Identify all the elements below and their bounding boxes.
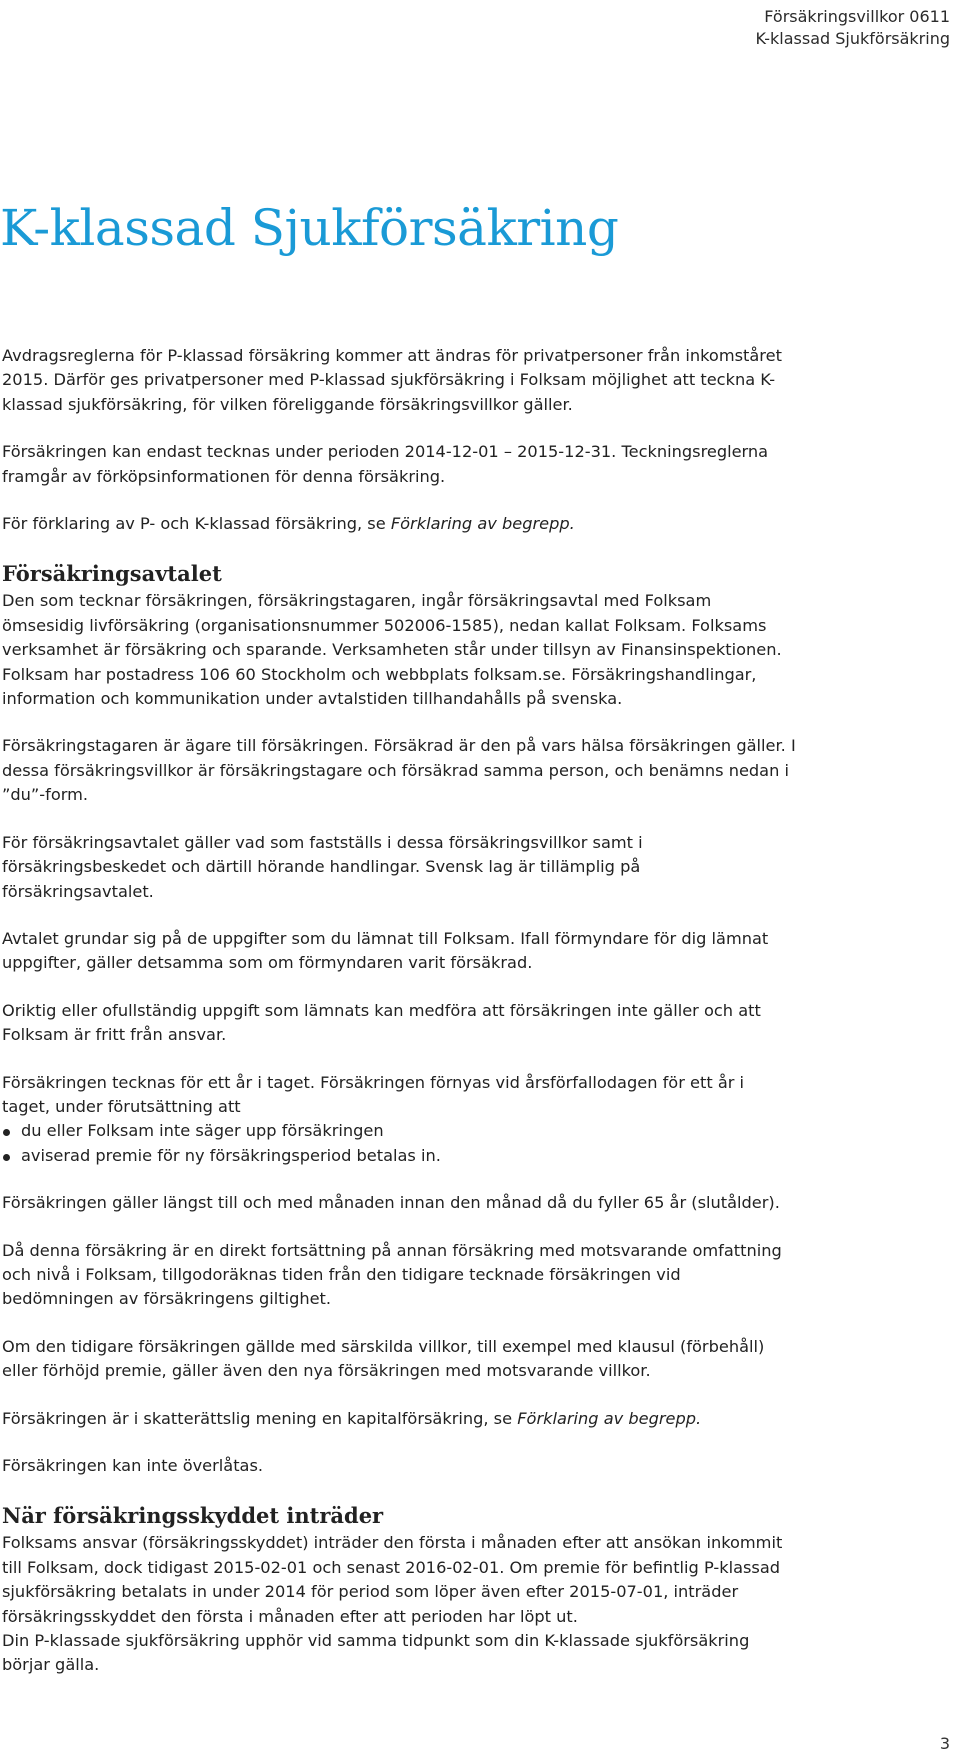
section-paragraph: Försäkringen gäller längst till och med månaden innan den månad då du fyller 65 år (slutålder). xyxy=(2,1193,780,1213)
page-number: 3 xyxy=(939,1734,950,1753)
list-item-text: du eller Folksam inte säger upp försäkringen xyxy=(21,1121,384,1141)
section-paragraph: Din P-klassade sjukförsäkring upphör vid samma tidpunkt som din K-klassade sjukförsäkring börjar gälla. xyxy=(2,1631,750,1675)
document-body xyxy=(2,344,797,1701)
section-paragraph: Folksams ansvar (försäkringsskyddet) inträder den första i månaden efter att ansökan inkommit till Folksam, dock tidigast 2015-02-01 och senast 2016-02-01. Om premie för befintlig P-klassad sjukförsäkring betalats in under 2014 för period som löper även efter 2015-07-01, inträder försäkringsskyddet den första i månaden efter att perioden har löpt ut. xyxy=(2,1533,783,1626)
section-paragraph: Oriktig eller ofullständig uppgift som lämnats kan medföra att försäkringen inte gäller och att Folksam är fritt från ansvar. xyxy=(2,1000,761,1045)
document-name: K-klassad Sjukförsäkring xyxy=(755,29,950,48)
bullet-icon xyxy=(3,1129,10,1136)
intro-paragraph xyxy=(2,512,797,536)
renewal-conditions-list xyxy=(2,1119,797,1168)
section-paragraph: Om den tidigare försäkringen gällde med särskilda villkor, till exempel med klausul (förbehåll) eller förhöjd premie, gäller även den nya försäkringen med motsvarande villkor. xyxy=(2,1336,765,1381)
section-paragraph: Den som tecknar försäkringen, försäkringstagaren, ingår försäkringsavtal med Folksam ömsesidig livförsäkring (organisationsnummer 502006-1585), nedan kallat Folksam. Folksams verksamhet är försäkring och sparande. Verksamheten står under tillsyn av Finansinspektionen. Folksam har postadress 106 60 Stockholm och webbplats folksam.se. Försäkringshandlingar, information och kommunikation under avtalstiden tillhandahålls på svenska. xyxy=(2,591,782,709)
intro-paragraph: Avdragsreglerna för P-klassad försäkring kommer att ändras för privatpersoner från inkomståret 2015. Därför ges privatpersoner med P-klassad sjukförsäkring i Folksam möjlighet att teckna K-klassad sjukförsäkring, för vilken föreliggande försäkringsvillkor gäller. xyxy=(2,346,782,414)
section-text: Försäkringen är i skatterättslig mening en kapitalförsäkring, se xyxy=(2,1408,518,1428)
section-paragraph: För försäkringsavtalet gäller vad som fastställs i dessa försäkringsvillkor samt i försäkringsbeskedet och därtill hörande handlingar. Svensk lag är tillämplig på försäkringsavtalet. xyxy=(2,832,643,901)
intro-paragraph: Försäkringen kan endast tecknas under perioden 2014-12-01 – 2015-12-31. Teckningsreglerna framgår av förköpsinformationen för denna försäkring. xyxy=(2,442,769,486)
definitions-reference: Förklaring av begrepp. xyxy=(390,514,575,534)
section-paragraph: Försäkringstagaren är ägare till försäkringen. Försäkrad är den på vars hälsa försäkringen gäller. I dessa försäkringsvillkor är försäkringstagare och försäkrad samma person, och benämns nedan i ”du”-form. xyxy=(2,736,796,805)
definitions-reference: Förklaring av begrepp. xyxy=(517,1408,702,1428)
section-paragraph: Då denna försäkring är en direkt fortsättning på annan försäkring med motsvarande omfattning och nivå i Folksam, tillgodoräknas tiden från den tidigare tecknade försäkringen vid bedömningen av försäkringens giltighet. xyxy=(2,1240,782,1309)
page-title: K-klassad Sjukförsäkring xyxy=(0,199,619,257)
section-paragraph: Försäkringen kan inte överlåtas. xyxy=(2,1456,264,1475)
bullet-icon xyxy=(3,1154,10,1161)
section-heading-coverage-start: När försäkringsskyddet inträder xyxy=(2,1503,384,1529)
list-item xyxy=(2,1119,797,1143)
intro-text: För förklaring av P- och K-klassad försäkring, se xyxy=(2,514,391,534)
section-paragraph: Försäkringen tecknas för ett år i taget. Försäkringen förnyas vid årsförfallodagen för ett år i taget, under förutsättning att xyxy=(2,1072,745,1116)
list-item xyxy=(2,1144,797,1168)
list-item-text: aviserad premie för ny försäkringsperiod betalas in. xyxy=(21,1145,441,1165)
running-header xyxy=(755,6,950,50)
section-paragraph xyxy=(2,1407,797,1431)
section-paragraph: Avtalet grundar sig på de uppgifter som du lämnat till Folksam. Ifall förmyndare för dig lämnat uppgifter, gäller detsamma som om förmyndaren varit försäkrad. xyxy=(2,928,769,973)
section-heading-insurance-agreement: Försäkringsavtalet xyxy=(2,561,222,587)
document-code: Försäkringsvillkor 0611 xyxy=(764,7,950,26)
